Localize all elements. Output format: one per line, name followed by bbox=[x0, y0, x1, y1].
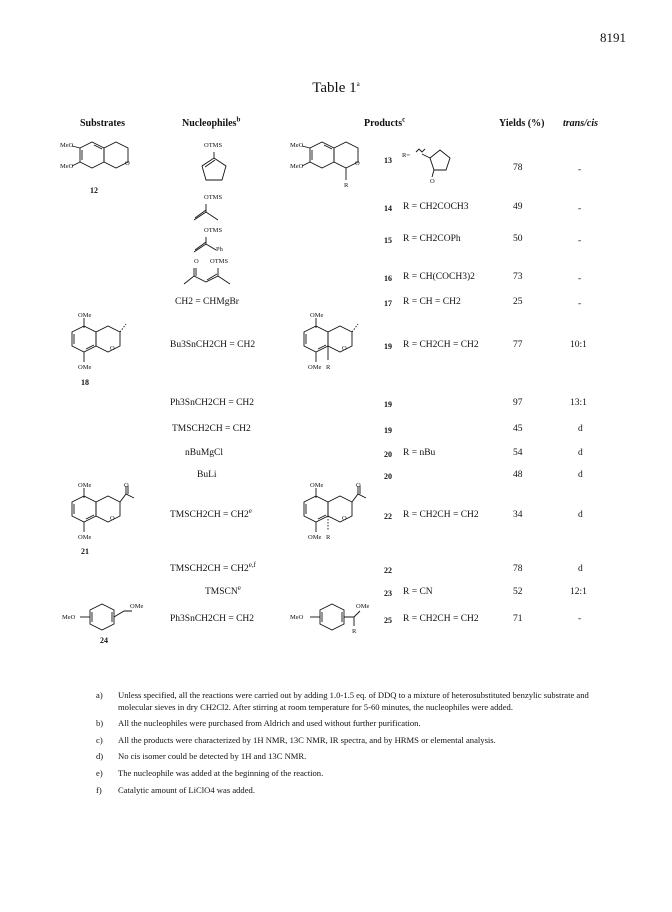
header-products bbox=[364, 115, 406, 129]
product-number: 22 bbox=[384, 566, 392, 575]
double-bond bbox=[86, 515, 94, 519]
ratio: 13:1 bbox=[570, 398, 587, 408]
header-nucleophiles-mark: b bbox=[236, 115, 241, 124]
nucleophile-silyl-enol-acetylacetone bbox=[180, 262, 240, 288]
acetyl-bond bbox=[120, 494, 134, 502]
label-meo: MeO bbox=[62, 614, 76, 621]
header-products-mark: c bbox=[402, 115, 406, 124]
ratio: - bbox=[578, 299, 582, 309]
ratio: d bbox=[578, 564, 583, 574]
footnote-key: e) bbox=[96, 767, 103, 778]
header-products-text: Products bbox=[364, 118, 403, 129]
footnote bbox=[96, 785, 616, 797]
product-number: 19 bbox=[384, 400, 392, 409]
table-title-text: Table 1 bbox=[312, 80, 357, 96]
ratio: d bbox=[578, 424, 583, 434]
footnote-mark: e,f bbox=[248, 560, 256, 569]
footnote bbox=[96, 718, 616, 730]
wavy-bond bbox=[416, 149, 425, 152]
label-otms: OTMS bbox=[204, 142, 223, 149]
yield: 50 bbox=[513, 234, 523, 244]
footnote-mark: e bbox=[248, 506, 252, 515]
table-title bbox=[0, 80, 672, 97]
label-o: O bbox=[110, 345, 115, 352]
substrate-number: 12 bbox=[90, 186, 98, 195]
footnote-text: All the products were characterized by 1H NMR, 13C NMR, IR spectra, and by HRMS or elemental analysis. bbox=[118, 734, 496, 745]
double-bond bbox=[86, 345, 94, 349]
nucleophile bbox=[170, 560, 256, 574]
yield: 45 bbox=[513, 424, 523, 434]
bond bbox=[422, 154, 430, 158]
nucleophile-text: TMSCH2CH = CH2 bbox=[170, 564, 249, 574]
ring-benzene bbox=[304, 496, 328, 522]
product-r-group: R = CH2CH = CH2 bbox=[403, 510, 479, 520]
label-ome: OMe bbox=[130, 603, 144, 610]
label-r: R bbox=[344, 182, 349, 189]
ring-cyclopentanone bbox=[430, 150, 450, 170]
header-substrates: Substrates bbox=[80, 118, 126, 129]
label-o: O bbox=[110, 515, 115, 522]
label-ome: OMe bbox=[310, 482, 324, 489]
product-number: 15 bbox=[384, 236, 392, 245]
nucleophile bbox=[205, 583, 241, 597]
ring-pyran bbox=[328, 326, 352, 352]
double-bond bbox=[318, 345, 326, 349]
product-r-group: R = nBu bbox=[403, 448, 436, 458]
footnote bbox=[96, 690, 616, 713]
header-nucleophiles bbox=[182, 115, 241, 129]
nucleophile bbox=[170, 506, 252, 520]
double-bond bbox=[324, 145, 332, 149]
label-ome: OMe bbox=[308, 364, 322, 371]
yield: 52 bbox=[513, 587, 523, 597]
ring-cyclopentene bbox=[202, 158, 226, 180]
header-yields: Yields (%) bbox=[499, 118, 545, 129]
page-number: 8191 bbox=[600, 30, 626, 45]
footnotes bbox=[96, 690, 616, 801]
product-number: 19 bbox=[384, 342, 392, 351]
footnote-text: No cis isomer could be detected by 1H and 13C NMR. bbox=[118, 751, 307, 762]
product-r-group: R = CN bbox=[403, 587, 433, 597]
header-nucleophiles-text: Nucleophiles bbox=[182, 118, 237, 129]
ratio: - bbox=[578, 274, 582, 284]
yield: 97 bbox=[513, 398, 523, 408]
label-ome: OMe bbox=[356, 603, 370, 610]
ratio: d bbox=[578, 510, 583, 520]
label-ome: OMe bbox=[308, 534, 322, 541]
substrate-number: 21 bbox=[81, 547, 89, 556]
ring-benzene bbox=[72, 326, 96, 352]
ring-pyran bbox=[96, 496, 120, 522]
double-bond bbox=[195, 242, 206, 250]
nucleophile: Bu3SnCH2CH = CH2 bbox=[170, 340, 256, 350]
yield: 71 bbox=[513, 614, 523, 624]
ring-benzene bbox=[90, 604, 114, 630]
label-ome: OMe bbox=[310, 312, 324, 319]
nucleophile: TMSCH2CH = CH2 bbox=[172, 424, 251, 434]
carbonyl-bond bbox=[432, 170, 434, 177]
product-r-group: R = CH2CH = CH2 bbox=[403, 340, 479, 350]
label-ome: OMe bbox=[78, 482, 92, 489]
nucleophile: Ph3SnCH2CH = CH2 bbox=[170, 398, 255, 408]
label-o: O bbox=[430, 178, 435, 185]
label-otms: OTMS bbox=[210, 258, 229, 265]
footnote-key: a) bbox=[96, 690, 103, 700]
product-13-structure bbox=[290, 138, 380, 198]
label-ome: OMe bbox=[78, 364, 92, 371]
footnote-text: Unless specified, all the reactions were carried out by adding 1.0-1.5 eq. of DDQ to a mixture of heterosubstituted benzylic substrate and molecular sieves in dry CH2Cl2. After stirring at room temperature for 5-60 minutes, the nucleophiles were added. bbox=[118, 690, 589, 712]
acetyl-bond bbox=[352, 494, 366, 502]
label-ph: Ph bbox=[216, 246, 223, 253]
ratio: - bbox=[578, 236, 582, 246]
bond bbox=[114, 611, 132, 617]
product-r-group: R = CH = CH2 bbox=[403, 297, 461, 307]
hashed-bond bbox=[120, 324, 126, 332]
label-ome: OMe bbox=[78, 312, 92, 319]
substrate-21-structure bbox=[62, 484, 142, 548]
label-meo: MeO bbox=[290, 614, 304, 621]
footnote-key: b) bbox=[96, 718, 104, 729]
ratio: d bbox=[578, 448, 583, 458]
label-o: O bbox=[124, 482, 129, 489]
footnote-key: c) bbox=[96, 734, 103, 745]
nucleophile: Ph3SnCH2CH = CH2 bbox=[170, 614, 255, 624]
footnote-mark: e bbox=[237, 583, 241, 592]
yield: 48 bbox=[513, 470, 523, 480]
label-o: O bbox=[355, 160, 360, 167]
nucleophile: BuLi bbox=[197, 470, 217, 480]
footnote-text: Catalytic amount of LiClO4 was added. bbox=[118, 784, 255, 795]
label-ome: OMe bbox=[78, 534, 92, 541]
product-number: 25 bbox=[384, 616, 392, 625]
footnote bbox=[96, 751, 616, 763]
footnote-text: The nucleophile was added at the beginning of the reaction. bbox=[118, 767, 324, 778]
yield: 78 bbox=[513, 163, 523, 173]
ring-benzene bbox=[80, 142, 104, 168]
table-title-footnote-mark: a bbox=[356, 80, 360, 88]
yield: 77 bbox=[513, 340, 523, 350]
label-otms: OTMS bbox=[204, 194, 223, 201]
hashed-bond bbox=[352, 324, 358, 332]
product-number: 23 bbox=[384, 589, 392, 598]
bond bbox=[344, 611, 360, 617]
nucleophile-text: TMSCH2CH = CH2 bbox=[170, 510, 249, 520]
yield: 78 bbox=[513, 564, 523, 574]
product-number: 20 bbox=[384, 472, 392, 481]
product-number: 14 bbox=[384, 204, 392, 213]
product-r-group: R = CH(COCH3)2 bbox=[403, 272, 475, 282]
label-r: R bbox=[352, 628, 357, 635]
product-number: 22 bbox=[384, 512, 392, 521]
yield: 34 bbox=[513, 510, 523, 520]
ring-benzene bbox=[304, 326, 328, 352]
label-r: R bbox=[326, 534, 331, 541]
nucleophile-text: TMSCN bbox=[205, 587, 238, 597]
product-r-group: R = CH2COPh bbox=[403, 234, 461, 244]
footnote-text: All the nucleophiles were purchased from Aldrich and used without further purification. bbox=[118, 718, 421, 729]
label-r-equals: R= bbox=[402, 152, 411, 159]
ratio: - bbox=[578, 165, 582, 175]
nucleophile-silyl-enol-cyclopentene bbox=[196, 150, 232, 186]
nucleophile: nBuMgCl bbox=[185, 448, 224, 458]
label-o: O bbox=[342, 515, 347, 522]
ratio: - bbox=[578, 614, 582, 624]
header-trans-cis: trans/cis bbox=[563, 118, 599, 129]
label-meo: MeO bbox=[60, 142, 74, 149]
ratio: d bbox=[578, 470, 583, 480]
label-meo: MeO bbox=[290, 142, 304, 149]
ratio: - bbox=[578, 204, 582, 214]
substrate-number: 24 bbox=[100, 636, 108, 645]
product-number: 16 bbox=[384, 274, 392, 283]
ring-pyran bbox=[328, 496, 352, 522]
ring-benzene bbox=[320, 604, 344, 630]
product-number: 13 bbox=[384, 156, 392, 165]
yield: 49 bbox=[513, 202, 523, 212]
label-o: O bbox=[356, 482, 361, 489]
substrate-number: 18 bbox=[81, 378, 89, 387]
product-number: 17 bbox=[384, 299, 392, 308]
product-number: 19 bbox=[384, 426, 392, 435]
ratio: 10:1 bbox=[570, 340, 587, 350]
footnote-key: d) bbox=[96, 751, 104, 762]
label-o: O bbox=[194, 258, 199, 265]
footnote bbox=[96, 768, 616, 780]
ratio: 12:1 bbox=[570, 587, 587, 597]
nucleophile-silyl-enol-acetone bbox=[188, 198, 228, 226]
ring-pyran bbox=[96, 326, 120, 352]
label-o: O bbox=[125, 160, 130, 167]
yield: 25 bbox=[513, 297, 523, 307]
double-bond bbox=[94, 145, 102, 149]
yield: 54 bbox=[513, 448, 523, 458]
product-r-group: R = CH2CH = CH2 bbox=[403, 614, 479, 624]
double-bond bbox=[195, 210, 206, 218]
product-r-group: R = CH2COCH3 bbox=[403, 202, 469, 212]
ring-benzene bbox=[310, 142, 334, 168]
product-number: 20 bbox=[384, 450, 392, 459]
footnote-key: f) bbox=[96, 784, 102, 795]
label-meo: MeO bbox=[290, 163, 304, 170]
yield: 73 bbox=[513, 272, 523, 282]
label-o: O bbox=[342, 345, 347, 352]
nucleophile: CH2 = CHMgBr bbox=[175, 297, 239, 307]
double-bond bbox=[318, 515, 326, 519]
label-otms: OTMS bbox=[204, 227, 223, 234]
product-22-structure bbox=[294, 484, 374, 548]
label-meo: MeO bbox=[60, 163, 74, 170]
ring-benzene bbox=[72, 496, 96, 522]
substrate-18-structure bbox=[62, 314, 132, 378]
footnote bbox=[96, 735, 616, 747]
label-r: R bbox=[326, 364, 331, 371]
